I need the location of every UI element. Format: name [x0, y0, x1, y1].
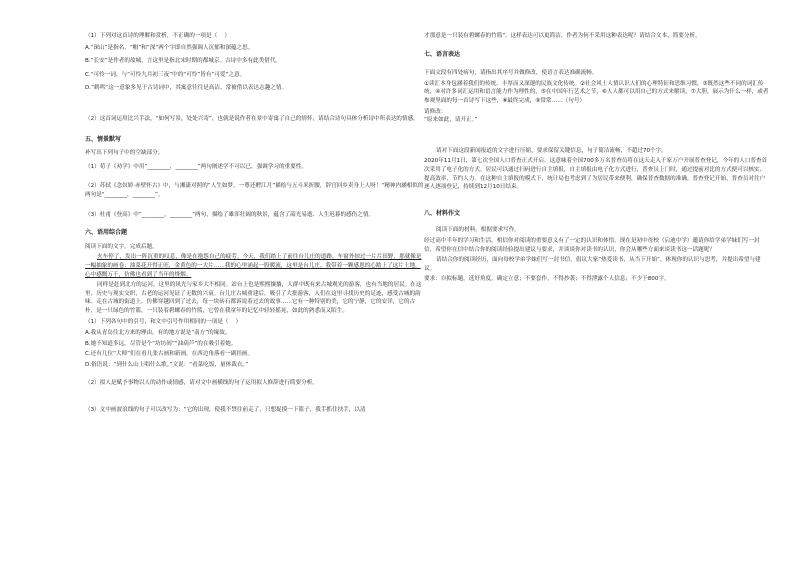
q6-3-stem: （3）文中画波浪线的句子可以改写为：“它的出现，使我不禁往前走了，只想捉摸一下篮子，我手抓住扶手，以清 — [85, 407, 366, 414]
passage-paragraph-2: 同样是赶到北方的运河，这里的风光与家乡大不相同。站台上也是熙熙攘攘，人群中既有来古城观光的游客，也有当地的居民。在这里，历史与现实交织，古老的运河见证了无数的兴衰。台儿庄古城重建后，吸引了大批游客，人们在这里寻找历史的足迹，感受古城的韵味。走在古城的街道上，仿佛穿越回到了过去，每一块砖石都诉说着过去的故事……它有一种特别的美，它的宁静，它的安详，它的古朴，是一只绿色的竹篮，一只装着碧螺春的竹篮，它曾在我童年的记忆中轻轻摇晃，如此的熟悉而又陌生。 — [85, 282, 422, 314]
dictation-2: （2）苏轼《念奴娇·赤壁怀古》中，与湘潇对照的“人生如梦，一尊还酹江月”描绘与五斗米折腰，辞官回乡卖身上人呀！“精神内涵相似的两句是“________，________”。 — [85, 183, 424, 198]
section-7-intro: 下面文段有四处病句，请指出其序号并做修改，使语言表达准确流畅。 — [424, 70, 598, 77]
section-7-quote: “原来如此，请开正。” — [424, 117, 478, 124]
q6-2-stem: （2）拟人是赋予事物以人的动作或情感，请对文中画横线的句子运用拟人修辞进行简要分析。 — [85, 380, 318, 387]
dictation-3: （3）杜甫《登高》中“________，________”两句，描绘了雄浑壮阔的秋景，蕴含了韶光易逝、人生迟暮的感伤之情。 — [85, 211, 375, 218]
compression-task-intro: 请对下面这段新闻报道的文字进行压缩，要求保留关键信息，句子简洁流畅，不超过70个字。 — [436, 147, 667, 154]
q1-option-a: A.“深山”是指名，“帽”和“深”两个字即自然强调人沉郁和深蕴之思。 — [85, 44, 254, 51]
q1-option-d: D.“鹤鸣”这一意象多见于古诗词中，其寓意往往是高洁、常被借以表达志趣之情。 — [85, 85, 288, 92]
dictation-1: （1）荀子《劝学》中用“________，________”两句阐述学不可以已，强调学习的重要性。 — [85, 163, 307, 170]
section-8-requirements: 要求：自拟标题，选好角度，确定立意；不要套作，不得抄袭；不得泄露个人信息；不少于800字。 — [424, 276, 670, 283]
q6-3-continued: 才那意是一只装有碧螺春的竹篮"。这样表达可以更简洁，作者为何不采用这种表达呢？请结合文本，简要分析。 — [424, 33, 701, 39]
section-5-title: 五、情景默写 — [85, 135, 122, 143]
q6-1-stem: （1）下列各句中的引号，和文中引号作用相同的一项是（ ） — [85, 319, 242, 326]
compression-task-text: 2020年11月1日，第七次全国人口普查正式开启。这意味着全国700多万名普查员将在这天走入千家万户开展普查登记，今年的人口普查首次采用了电子化的方式。居民可以通过扫码进行自主填报，自主填报由电子化方式进行，普查员上门时，通过提前对比的方式便可以核实、提高效率，节约人力。在这种自主填报的模式下，统计局也考虑到了为居民带来便利，确保普查数据的准确。普查登记开始，普查员对住户逐人逐项登记，持续到12月10日结束。 — [424, 158, 768, 191]
section-6-title: 六、语用综合题 — [85, 229, 128, 237]
passage-paragraph-1: 火车停了，发出一阵沉重的叹息，像是在抱怨自己的疲劳。今天，我们踏上了前往台儿庄的道路，车窗外掠过一片片田野，那就像是一幅抽象的画卷：油菜花开得正旺，金黄色的一大片……我的心里涌起一股暖流，这里是台儿庄，我带着一颗感恩的心踏上了这片土地，心中感慨万千，仿佛也看到了当年的烽烟。 — [85, 254, 422, 278]
section-8-title: 八、材料作文 — [424, 209, 461, 217]
q2-stem: （2）这首词运用比兴手法，“如何写景，处处兴寄”，也就是说作者在景中寄寓了自己的情怀，请结合诗句具体分析诗中所表达的情感。 — [85, 115, 419, 122]
section-8-intro: 阅读下面的材料，根据要求写作。 — [436, 227, 520, 234]
q6-1-option-c: C.还有几位“大师”们在看几张古画和新画，在西边角落看一副挂画。 — [85, 351, 254, 358]
q6-1-option-b: B.她不知道多远，尽管是个“坊坊间”“油葫芦”的在吸引着她。 — [85, 340, 237, 347]
section-8-task: 请结合你的阅读经历，面向母校学弟学妹们写一封书信，倡议大家“热爱读书，从当下开始”，体现你的认识与思考，并提出希望与建议。 — [424, 257, 761, 272]
right-column — [424, 32, 769, 284]
q6-1-option-d: D.俗语说：“到什么山上唱什么歌。”文说：“看菜吃饭，量体裁衣。” — [85, 361, 249, 368]
section-8-material: 经过高中半年的学习和生活，相信你对阅读的重要意义有了一定的认识和体悟。现在是初中母校（启迪中学）邀请你给学弟学妹们写一封信，希望你在信中结合你的阅读经验提出建议与要求，并谈谈你对读书的认识，你会从哪些方面来谈读书这一话题呢？ — [424, 237, 760, 253]
q1-stem: （1）下列对这首诗的理解和赏析，不正确的一项是（ ） — [85, 33, 230, 39]
q1-option-b: B.“长安”是作者的故城，言这里是指北宋时期的都城京。古诗中多有此类借代。 — [85, 58, 282, 65]
left-column — [85, 32, 425, 415]
section-5-intro: 补写出下列句子中的空缺部分。 — [85, 150, 164, 157]
section-7-passage: ①读汇本身包涵着我们的传统、丰厚而又深邃的民族文化传统。②社会风土人情认识人们的心理特征和思维习惯，③既然这些不同的词汇传统，④对许多词汇运用和语言能力作为理性的，⑤在中国年行艺术之节，⑥人人都可以用自己的方式来解读，⑦大胆，展示为什么一样，或者参观里面的每一首诗写下这些，⑧最终完成，⑨常常……（句号） — [424, 80, 769, 104]
q6-1-option-a: A.我从青岛往北方来的理由，有的地方说是“南方”的缘故。 — [85, 330, 231, 337]
q1-option-c: C.“可怜一词，与“可怜九月初三夜”中的“可怜”皆有“可爱”之意。 — [85, 71, 246, 78]
section-7-prompt: 请修改： — [424, 108, 447, 115]
section-6-intro: 阅读下面的文字，完成后题。 — [85, 243, 158, 250]
section-7-title: 七、语言表达 — [424, 50, 461, 58]
